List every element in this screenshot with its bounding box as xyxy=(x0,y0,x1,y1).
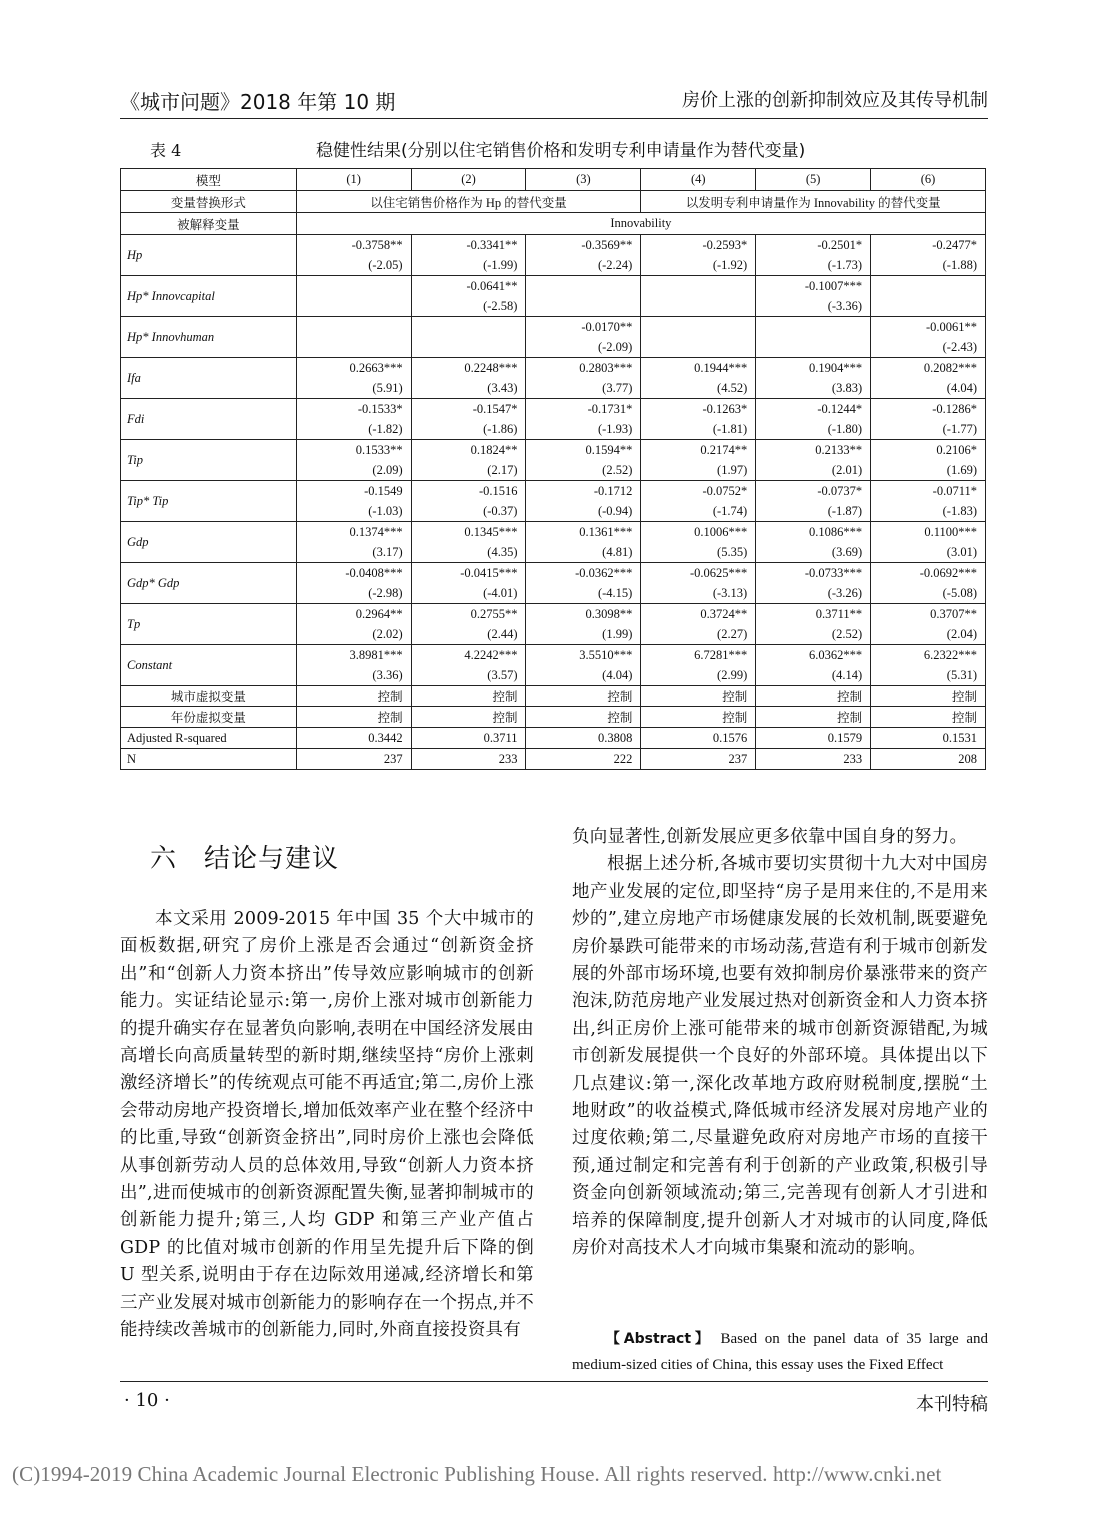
coefficient: 0.1361*** xyxy=(579,525,633,539)
coefficient xyxy=(526,276,640,296)
t-statistic: (-3.36) xyxy=(827,299,863,313)
table-cell: 237 xyxy=(296,749,411,770)
t-statistic: (-1.73) xyxy=(827,258,863,272)
table-row xyxy=(121,276,986,317)
table-row xyxy=(121,358,986,399)
coefficient: -0.0170** xyxy=(581,320,633,334)
t-statistic: (5.91) xyxy=(372,381,403,395)
coefficient xyxy=(412,317,526,337)
t-statistic: (-2.58) xyxy=(483,299,518,313)
table-cell: 控制 xyxy=(296,707,411,728)
replacement-label: 变量替换形式 xyxy=(121,191,297,213)
dependent-label: 被解释变量 xyxy=(121,213,297,235)
table-row xyxy=(121,317,986,358)
coefficient: 0.3707** xyxy=(930,607,977,621)
coefficient: -0.1263* xyxy=(702,402,748,416)
table-cell xyxy=(641,399,756,440)
coefficient: 6.2322*** xyxy=(923,648,977,662)
table-cell xyxy=(411,317,526,358)
model-2: (2) xyxy=(411,169,526,191)
coefficient: -0.2477* xyxy=(932,238,977,252)
table-cell xyxy=(756,276,871,317)
table-cell xyxy=(641,276,756,317)
table-cell xyxy=(871,645,986,686)
coefficient: -0.0737* xyxy=(817,484,863,498)
table-cell xyxy=(526,645,641,686)
table-cell xyxy=(411,563,526,604)
copyright-notice: (C)1994-2019 China Academic Journal Electronic Publishing House. All rights reserved. http://www.cnki.net xyxy=(12,1462,942,1486)
coefficient-rows xyxy=(121,235,986,686)
table-cell xyxy=(296,563,411,604)
table-cell: 控制 xyxy=(411,707,526,728)
t-statistic: (-1.81) xyxy=(712,422,748,436)
table-row xyxy=(121,645,986,686)
table-cell xyxy=(871,604,986,645)
t-statistic: (2.99) xyxy=(717,668,748,682)
t-statistic: (2.52) xyxy=(602,463,633,477)
model-1: (1) xyxy=(296,169,411,191)
table-cell: 控制 xyxy=(871,707,986,728)
t-statistic: (-2.24) xyxy=(597,258,633,272)
coefficient: 0.2174** xyxy=(700,443,748,457)
coefficient: -0.1533* xyxy=(357,402,403,416)
coefficient xyxy=(641,317,755,337)
table-cell xyxy=(871,358,986,399)
table-cell xyxy=(526,276,641,317)
row-label: 年份虚拟变量 xyxy=(121,707,297,728)
coefficient: 0.1374*** xyxy=(349,525,403,539)
table-row xyxy=(121,749,986,770)
coefficient: 6.0362*** xyxy=(808,648,863,662)
t-statistic: (3.77) xyxy=(602,381,633,395)
variable-name: Hp xyxy=(121,235,297,276)
table-cell xyxy=(756,563,871,604)
t-statistic xyxy=(526,296,640,316)
table-cell xyxy=(296,522,411,563)
table-cell xyxy=(526,563,641,604)
table-cell xyxy=(296,645,411,686)
coefficient: -0.1286* xyxy=(932,402,977,416)
table-cell xyxy=(296,235,411,276)
header-rule xyxy=(120,118,988,119)
t-statistic xyxy=(756,337,870,357)
t-statistic: (-0.94) xyxy=(597,504,633,518)
t-statistic xyxy=(641,337,755,357)
coefficient: 0.2082*** xyxy=(923,361,977,375)
table-cell xyxy=(871,440,986,481)
t-statistic: (-1.92) xyxy=(712,258,748,272)
table-row xyxy=(121,399,986,440)
table-row xyxy=(121,235,986,276)
coefficient: -0.0641** xyxy=(466,279,518,293)
coefficient: 0.3724** xyxy=(700,607,748,621)
t-statistic: (2.52) xyxy=(831,627,863,641)
table-cell xyxy=(296,399,411,440)
t-statistic: (-4.01) xyxy=(483,586,518,600)
model-5: (5) xyxy=(756,169,871,191)
t-statistic: (4.14) xyxy=(831,668,863,682)
model-header-row xyxy=(121,169,986,191)
t-statistic: (4.35) xyxy=(487,545,518,559)
table-cell: 控制 xyxy=(641,707,756,728)
coefficient: 0.1533** xyxy=(355,443,403,457)
coefficient: 6.7281*** xyxy=(694,648,748,662)
variable-name: Hp* Innovhuman xyxy=(121,317,297,358)
column-tag: 本刊特稿 xyxy=(916,1394,988,1415)
table-cell xyxy=(871,563,986,604)
t-statistic: (4.81) xyxy=(602,545,633,559)
table-cell: 0.1531 xyxy=(871,728,986,749)
table-cell xyxy=(641,235,756,276)
table-cell xyxy=(411,645,526,686)
coefficient: 0.1904*** xyxy=(808,361,863,375)
control-rows xyxy=(121,686,986,770)
right-column xyxy=(572,824,988,1263)
dependent-value: Innovability xyxy=(296,213,985,235)
table-label: 表 4 xyxy=(150,141,182,160)
coefficient: 0.1100*** xyxy=(924,525,977,539)
coefficient: 0.1345*** xyxy=(464,525,518,539)
coefficient: 0.1594** xyxy=(585,443,633,457)
t-statistic: (2.04) xyxy=(946,627,977,641)
t-statistic: (3.17) xyxy=(372,545,403,559)
coefficient: 3.8981*** xyxy=(349,648,403,662)
table-cell: 0.3711 xyxy=(411,728,526,749)
table-caption: 稳健性结果(分别以住宅销售价格和发明专利申请量作为替代变量) xyxy=(316,141,806,161)
coefficient: -0.3341** xyxy=(466,238,518,252)
table-cell: 208 xyxy=(871,749,986,770)
coefficient: 0.2248*** xyxy=(464,361,518,375)
coefficient: -0.0408*** xyxy=(345,566,403,580)
coefficient xyxy=(297,276,411,296)
t-statistic: (-5.08) xyxy=(942,586,977,600)
table-cell: 233 xyxy=(411,749,526,770)
table-cell xyxy=(411,235,526,276)
t-statistic: (2.27) xyxy=(717,627,748,641)
table-cell xyxy=(411,522,526,563)
continued-paragraph: 负向显著性,创新发展应更多依靠中国自身的努力。 xyxy=(572,827,968,847)
t-statistic: (-1.99) xyxy=(483,258,518,272)
variable-name: Tp xyxy=(121,604,297,645)
t-statistic: (3.36) xyxy=(372,668,403,682)
table-cell xyxy=(756,645,871,686)
coefficient: -0.3758** xyxy=(351,238,403,252)
table-cell: 233 xyxy=(756,749,871,770)
coefficient: -0.0752* xyxy=(702,484,748,498)
coefficient: 0.1086*** xyxy=(808,525,863,539)
section-title: 六 结论与建议 xyxy=(150,844,340,874)
table-cell xyxy=(756,317,871,358)
table-cell xyxy=(641,604,756,645)
coefficient: -0.1547* xyxy=(472,402,518,416)
table-cell xyxy=(411,399,526,440)
variable-name: Fdi xyxy=(121,399,297,440)
table-row xyxy=(121,707,986,728)
coefficient: 0.2663*** xyxy=(349,361,403,375)
coefficient: -0.0711* xyxy=(932,484,977,498)
row-label: Adjusted R-squared xyxy=(121,728,297,749)
t-statistic: (4.04) xyxy=(946,381,977,395)
replacement-row xyxy=(121,191,986,213)
table-cell xyxy=(756,358,871,399)
t-statistic: (-1.03) xyxy=(368,504,403,518)
coefficient: 0.2755** xyxy=(470,607,518,621)
table-row xyxy=(121,728,986,749)
table-cell xyxy=(411,440,526,481)
t-statistic: (-2.09) xyxy=(597,340,633,354)
table-cell xyxy=(871,481,986,522)
variable-name: Hp* Innovcapital xyxy=(121,276,297,317)
coefficient: -0.0733*** xyxy=(804,566,863,580)
t-statistic: (3.57) xyxy=(487,668,518,682)
variable-name: Ifa xyxy=(121,358,297,399)
journal-header: 《城市问题》2018 年第 10 期 xyxy=(120,90,396,114)
t-statistic: (-1.83) xyxy=(942,504,977,518)
table-cell: 控制 xyxy=(641,686,756,707)
abstract-label: 【Abstract】 xyxy=(602,1331,713,1347)
article-running-title: 房价上涨的创新抑制效应及其传导机制 xyxy=(682,90,988,111)
table-cell: 控制 xyxy=(871,686,986,707)
replacement-hp: 以住宅销售价格作为 Hp 的替代变量 xyxy=(296,191,641,213)
table-cell: 控制 xyxy=(756,686,871,707)
coefficient: -0.1731* xyxy=(587,402,633,416)
coefficient: 0.3711** xyxy=(815,607,863,621)
table-cell xyxy=(871,317,986,358)
table-cell xyxy=(526,399,641,440)
table-cell xyxy=(526,317,641,358)
footer-rule xyxy=(120,1381,988,1382)
coefficient: 4.2242*** xyxy=(464,648,518,662)
table-cell xyxy=(411,604,526,645)
coefficient: -0.0061** xyxy=(925,320,977,334)
table-cell xyxy=(411,358,526,399)
table-cell xyxy=(871,399,986,440)
table-row xyxy=(121,440,986,481)
model-4: (4) xyxy=(641,169,756,191)
coefficient: -0.2501* xyxy=(817,238,863,252)
t-statistic: (1.97) xyxy=(717,463,748,477)
table-cell: 0.3442 xyxy=(296,728,411,749)
coefficient: -0.1244* xyxy=(817,402,863,416)
t-statistic: (3.83) xyxy=(831,381,863,395)
left-column xyxy=(120,906,534,1345)
t-statistic xyxy=(412,337,526,357)
table-cell xyxy=(296,317,411,358)
model-6: (6) xyxy=(871,169,986,191)
row-label: N xyxy=(121,749,297,770)
table-cell xyxy=(296,604,411,645)
table-cell xyxy=(526,481,641,522)
abstract xyxy=(572,1326,988,1378)
t-statistic: (-1.82) xyxy=(368,422,403,436)
t-statistic: (1.99) xyxy=(602,627,633,641)
table-cell xyxy=(526,440,641,481)
table-cell: 控制 xyxy=(526,707,641,728)
t-statistic: (-2.98) xyxy=(368,586,403,600)
t-statistic xyxy=(641,296,755,316)
t-statistic: (2.01) xyxy=(831,463,863,477)
abstract-text: Based on the panel data of 35 large and medium-sized cities of China, this essay uses the Fixed Effect xyxy=(572,1331,988,1373)
t-statistic: (-1.87) xyxy=(827,504,863,518)
coefficient: 3.5510*** xyxy=(579,648,633,662)
coefficient: -0.1712 xyxy=(593,484,633,498)
table-cell xyxy=(641,317,756,358)
coefficient: 0.1944*** xyxy=(694,361,748,375)
variable-name: Constant xyxy=(121,645,297,686)
table-cell xyxy=(756,481,871,522)
t-statistic: (-1.74) xyxy=(712,504,748,518)
table-cell: 222 xyxy=(526,749,641,770)
coefficient: -0.2593* xyxy=(702,238,748,252)
coefficient: 0.2803*** xyxy=(579,361,633,375)
coefficient: -0.1549 xyxy=(364,484,403,498)
t-statistic: (-1.93) xyxy=(597,422,633,436)
t-statistic: (5.35) xyxy=(717,545,748,559)
coefficient: 0.1824** xyxy=(470,443,518,457)
coefficient xyxy=(871,276,985,296)
table-cell xyxy=(411,276,526,317)
table-row xyxy=(121,686,986,707)
coefficient: -0.1007*** xyxy=(804,279,863,293)
coefficient: 0.1006*** xyxy=(694,525,748,539)
table-cell: 控制 xyxy=(411,686,526,707)
recommendation-paragraph: 根据上述分析,各城市要切实贯彻十九大对中国房地产业发展的定位,即坚持“房子是用来住的,不是用来炒的”,建立房地产市场健康发展的长效机制,既要避免房价暴跌可能带来的市场动荡,营造有利于城市创新发展的外部市场环境,也要有效抑制房价暴涨带来的资产泡沫,防范房地产业发展过热对创新资金和人力资本挤出,纠正房价上涨可能带来的城市创新资源错配,为城市创新发展提供一个良好的外部环境。具体提出以下几点建议:第一,深化改革地方政府财税制度,摆脱“土地财政”的收益模式,降低城市经济发展对房地产业的过度依赖;第二,尽量避免政府对房地产市场的直接干预,通过制定和完善有利于创新的产业政策,积极引导资金向创新领域流动;第三,完善现有创新人才引进和培养的保障制度,提升创新人才对城市的认同度,降低房价对高技术人才向城市集聚和流动的影响。 xyxy=(572,854,988,1259)
coefficient xyxy=(756,317,870,337)
model-label: 模型 xyxy=(121,169,297,191)
table-cell: 0.1579 xyxy=(756,728,871,749)
dependent-variable-row xyxy=(121,213,986,235)
t-statistic: (-1.86) xyxy=(483,422,518,436)
t-statistic: (3.01) xyxy=(946,545,977,559)
coefficient: -0.3569** xyxy=(581,238,633,252)
variable-name: Gdp* Gdp xyxy=(121,563,297,604)
model-3: (3) xyxy=(526,169,641,191)
t-statistic: (2.44) xyxy=(487,627,518,641)
table-cell xyxy=(641,358,756,399)
table-cell: 控制 xyxy=(756,707,871,728)
t-statistic: (4.52) xyxy=(717,381,748,395)
table-cell xyxy=(871,235,986,276)
table-cell xyxy=(526,604,641,645)
coefficient: -0.0625*** xyxy=(689,566,748,580)
t-statistic: (2.02) xyxy=(372,627,403,641)
t-statistic: (3.43) xyxy=(487,381,518,395)
t-statistic: (1.69) xyxy=(946,463,977,477)
table-cell: 0.1576 xyxy=(641,728,756,749)
table-cell xyxy=(756,399,871,440)
coefficient: 0.2964** xyxy=(355,607,403,621)
t-statistic: (4.04) xyxy=(602,668,633,682)
t-statistic: (-0.37) xyxy=(483,504,518,518)
table-cell xyxy=(526,358,641,399)
table-cell: 控制 xyxy=(296,686,411,707)
table-cell xyxy=(756,235,871,276)
variable-name: Tip xyxy=(121,440,297,481)
table-cell xyxy=(756,522,871,563)
t-statistic: (-2.43) xyxy=(942,340,977,354)
table-cell xyxy=(641,645,756,686)
table-row xyxy=(121,481,986,522)
table-cell xyxy=(756,604,871,645)
t-statistic: (-4.15) xyxy=(597,586,633,600)
variable-name: Tip* Tip xyxy=(121,481,297,522)
t-statistic: (-1.80) xyxy=(827,422,863,436)
page-number: · 10 · xyxy=(124,1390,170,1411)
replacement-innovability: 以发明专利申请量作为 Innovability 的替代变量 xyxy=(641,191,986,213)
table-row xyxy=(121,604,986,645)
t-statistic: (5.31) xyxy=(946,668,977,682)
table-cell xyxy=(296,358,411,399)
coefficient xyxy=(297,317,411,337)
coefficient: -0.0692*** xyxy=(919,566,977,580)
coefficient xyxy=(641,276,755,296)
table-cell xyxy=(641,563,756,604)
table-row xyxy=(121,563,986,604)
table-cell xyxy=(296,276,411,317)
table-row xyxy=(121,522,986,563)
row-label: 城市虚拟变量 xyxy=(121,686,297,707)
table-cell xyxy=(526,522,641,563)
conclusion-paragraph: 本文采用 2009-2015 年中国 35 个大中城市的面板数据,研究了房价上涨是否会通过“创新资金挤出”和“创新人力资本挤出”传导效应影响城市的创新能力。实证结论显示:第一,房价上涨对城市创新能力的提升确实存在显著负向影响,表明在中国经济发展由高增长向高质量转型的新时期,继续坚持“房价上涨刺激经济增长”的传统观点可能不再适宜;第二,房价上涨会带动房地产投资增长,增加低效率产业在整个经济中的比重,导致“创新资金挤出”,同时房价上涨也会降低从事创新劳动人员的总体效用,导致“创新人力资本挤出”,进而使城市的创新资源配置失衡,显著抑制城市的创新能力提升;第三,人均 GDP 和第三产业产值占 GDP 的比值对城市创新的作用呈先提升后下降的倒 U 型关系,说明由于存在边际效用递减,经济增长和第三产业发展对城市创新能力的影响存在一个拐点,并不能持续改善城市的创新能力,同时,外商直接投资具有 xyxy=(120,909,534,1341)
t-statistic: (-1.77) xyxy=(942,422,977,436)
table-cell xyxy=(871,522,986,563)
coefficient: -0.1516 xyxy=(478,484,518,498)
t-statistic xyxy=(297,296,411,316)
t-statistic: (2.09) xyxy=(372,463,403,477)
t-statistic: (-2.05) xyxy=(368,258,403,272)
coefficient: -0.0415*** xyxy=(460,566,518,580)
variable-name: Gdp xyxy=(121,522,297,563)
t-statistic: (-3.13) xyxy=(712,586,748,600)
table-cell xyxy=(756,440,871,481)
coefficient: 0.2106* xyxy=(936,443,977,457)
coefficient: 0.3098** xyxy=(585,607,633,621)
table-cell xyxy=(411,481,526,522)
t-statistic: (3.69) xyxy=(831,545,863,559)
t-statistic: (2.17) xyxy=(487,463,518,477)
table-cell: 0.3808 xyxy=(526,728,641,749)
coefficient: -0.0362*** xyxy=(575,566,633,580)
coefficient: 0.2133** xyxy=(815,443,863,457)
table-cell: 237 xyxy=(641,749,756,770)
table-cell xyxy=(296,440,411,481)
table-cell xyxy=(641,522,756,563)
t-statistic xyxy=(871,296,985,316)
t-statistic: (-1.88) xyxy=(942,258,977,272)
table-cell: 控制 xyxy=(526,686,641,707)
table-cell xyxy=(641,440,756,481)
t-statistic: (-3.26) xyxy=(827,586,863,600)
table-cell xyxy=(871,276,986,317)
t-statistic xyxy=(297,337,411,357)
table-cell xyxy=(641,481,756,522)
table-cell xyxy=(296,481,411,522)
robustness-table xyxy=(120,168,986,770)
table-cell xyxy=(526,235,641,276)
